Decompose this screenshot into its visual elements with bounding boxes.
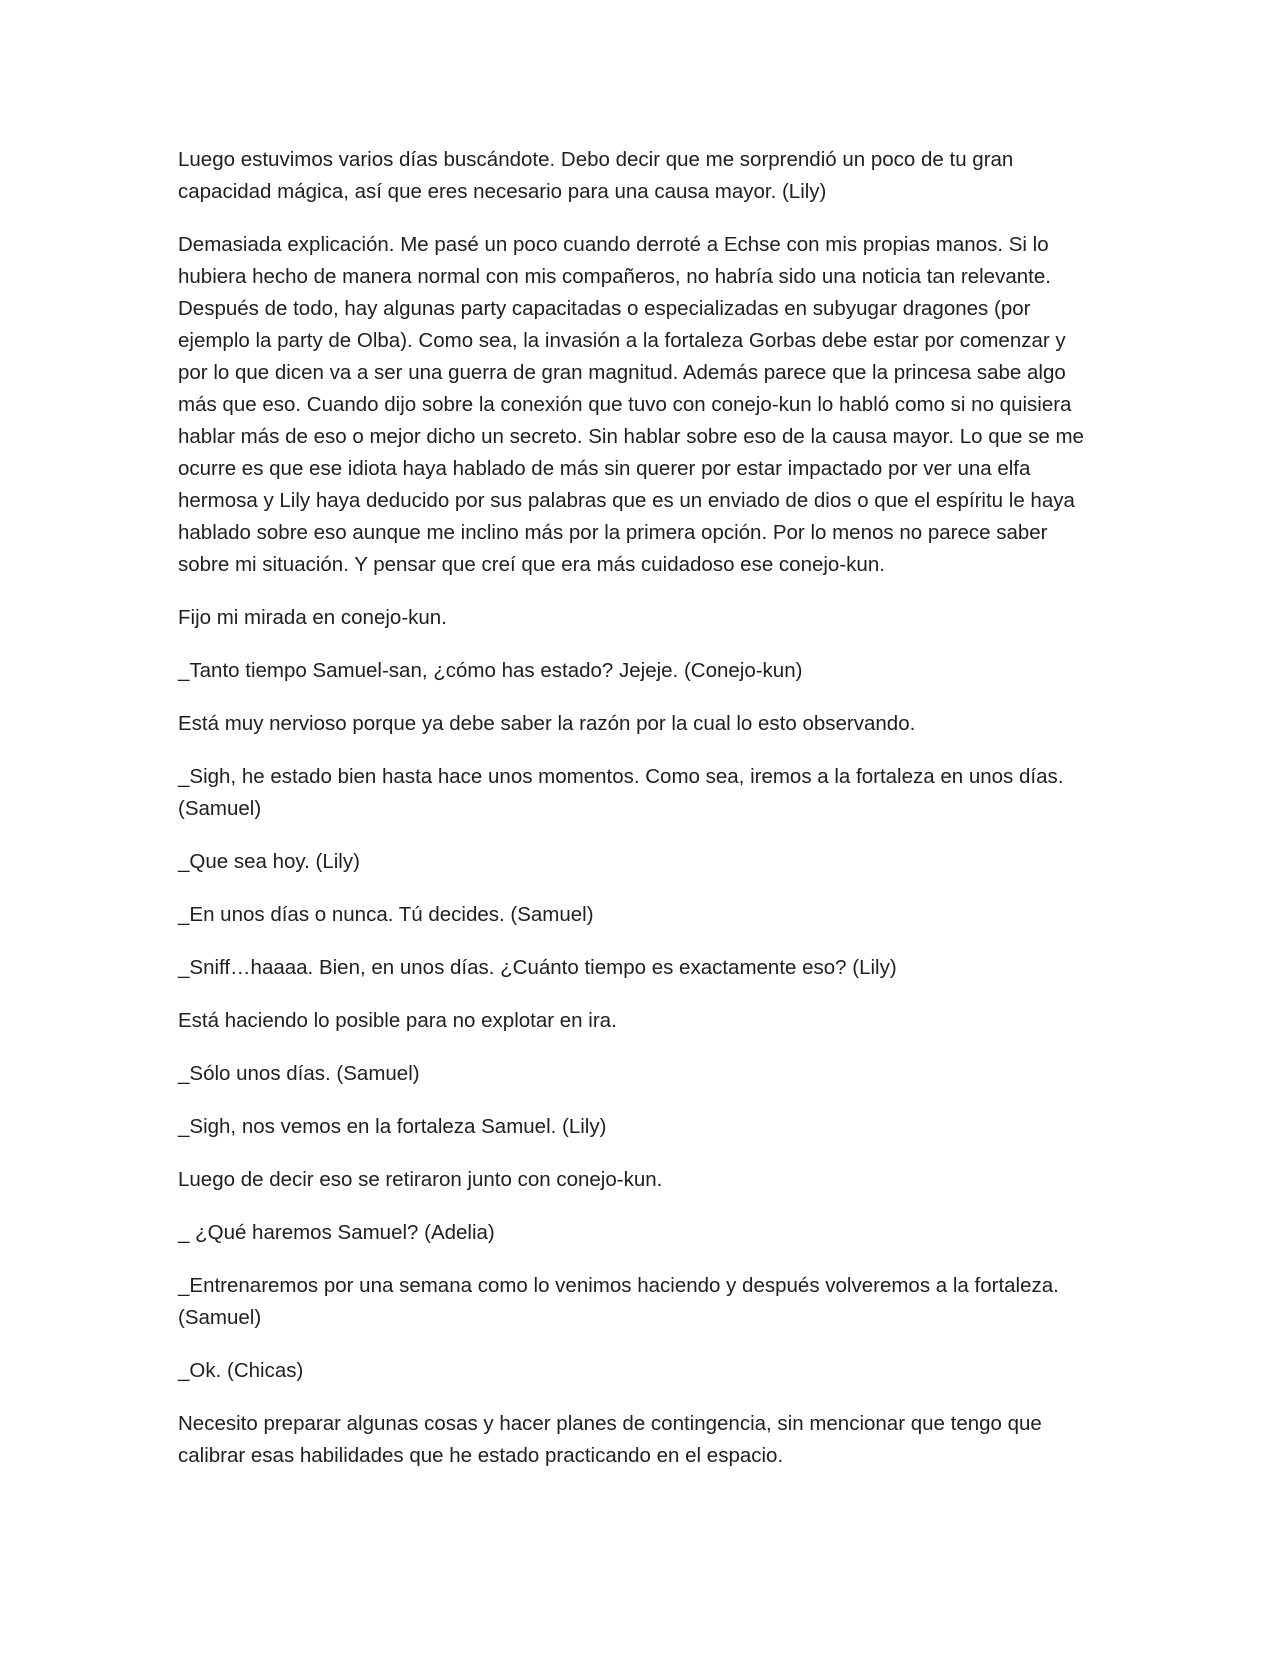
dialogue-line: _Que sea hoy. (Lily): [178, 850, 360, 873]
dialogue-line: _Tanto tiempo Samuel-san, ¿cómo has estado? Jejeje. (Conejo-kun): [178, 659, 803, 682]
dialogue-line: _Sigh, nos vemos en la fortaleza Samuel. (Lily): [178, 1115, 607, 1138]
paragraph: Está muy nervioso porque ya debe saber la razón por la cual lo esto observando.: [178, 712, 916, 735]
dialogue-line: _En unos días o nunca. Tú decides. (Samuel): [178, 903, 594, 926]
paragraph: Fijo mi mirada en conejo-kun.: [178, 606, 447, 629]
dialogue-line: _Ok. (Chicas): [178, 1359, 304, 1382]
dialogue-line: _Sólo unos días. (Samuel): [178, 1062, 420, 1085]
dialogue-line: _Entrenaremos por una semana como lo venimos haciendo y después volveremos a la fortaleza. (Samuel): [178, 1274, 1059, 1329]
document-body: [178, 144, 1098, 1493]
dialogue-line: _ ¿Qué haremos Samuel? (Adelia): [178, 1221, 495, 1244]
paragraph: Luego estuvimos varios días buscándote. Debo decir que me sorprendió un poco de tu gran capacidad mágica, así que eres necesario para una causa mayor. (Lily): [178, 148, 1014, 203]
paragraph: Necesito preparar algunas cosas y hacer planes de contingencia, sin mencionar que tengo que calibrar esas habilidades que he estado practicando en el espacio.: [178, 1412, 1042, 1467]
dialogue-line: _Sigh, he estado bien hasta hace unos momentos. Como sea, iremos a la fortaleza en unos días. (Samuel): [178, 765, 1064, 820]
dialogue-line: _Sniff…haaaa. Bien, en unos días. ¿Cuánto tiempo es exactamente eso? (Lily): [178, 956, 897, 979]
paragraph: Luego de decir eso se retiraron junto con conejo-kun.: [178, 1168, 663, 1191]
paragraph: Demasiada explicación. Me pasé un poco cuando derroté a Echse con mis propias manos. Si lo hubiera hecho de manera normal con mis compañeros, no habría sido una noticia tan relevante. Después de todo, hay algunas party capacitadas o especializadas en subyugar dragones (por ejemplo la party de Olba). Como sea, la invasión a la fortaleza Gorbas debe estar por comenzar y por lo que dicen va a ser una guerra de gran magnitud. Además parece que la princesa sabe algo más que eso. Cuando dijo sobre la conexión que tuvo con conejo-kun lo habló como si no quisiera hablar más de eso o mejor dicho un secreto. Sin hablar sobre eso de la causa mayor. Lo que se me ocurre es que ese idiota haya hablado de más sin querer por estar impactado por ver una elfa hermosa y Lily haya deducido por sus palabras que es un enviado de dios o que el espíritu le haya hablado sobre eso aunque me inclino más por la primera opción. Por lo menos no parece saber sobre mi situación. Y pensar que creí que era más cuidadoso ese conejo-kun.: [178, 233, 1084, 576]
paragraph: Está haciendo lo posible para no explotar en ira.: [178, 1009, 617, 1032]
